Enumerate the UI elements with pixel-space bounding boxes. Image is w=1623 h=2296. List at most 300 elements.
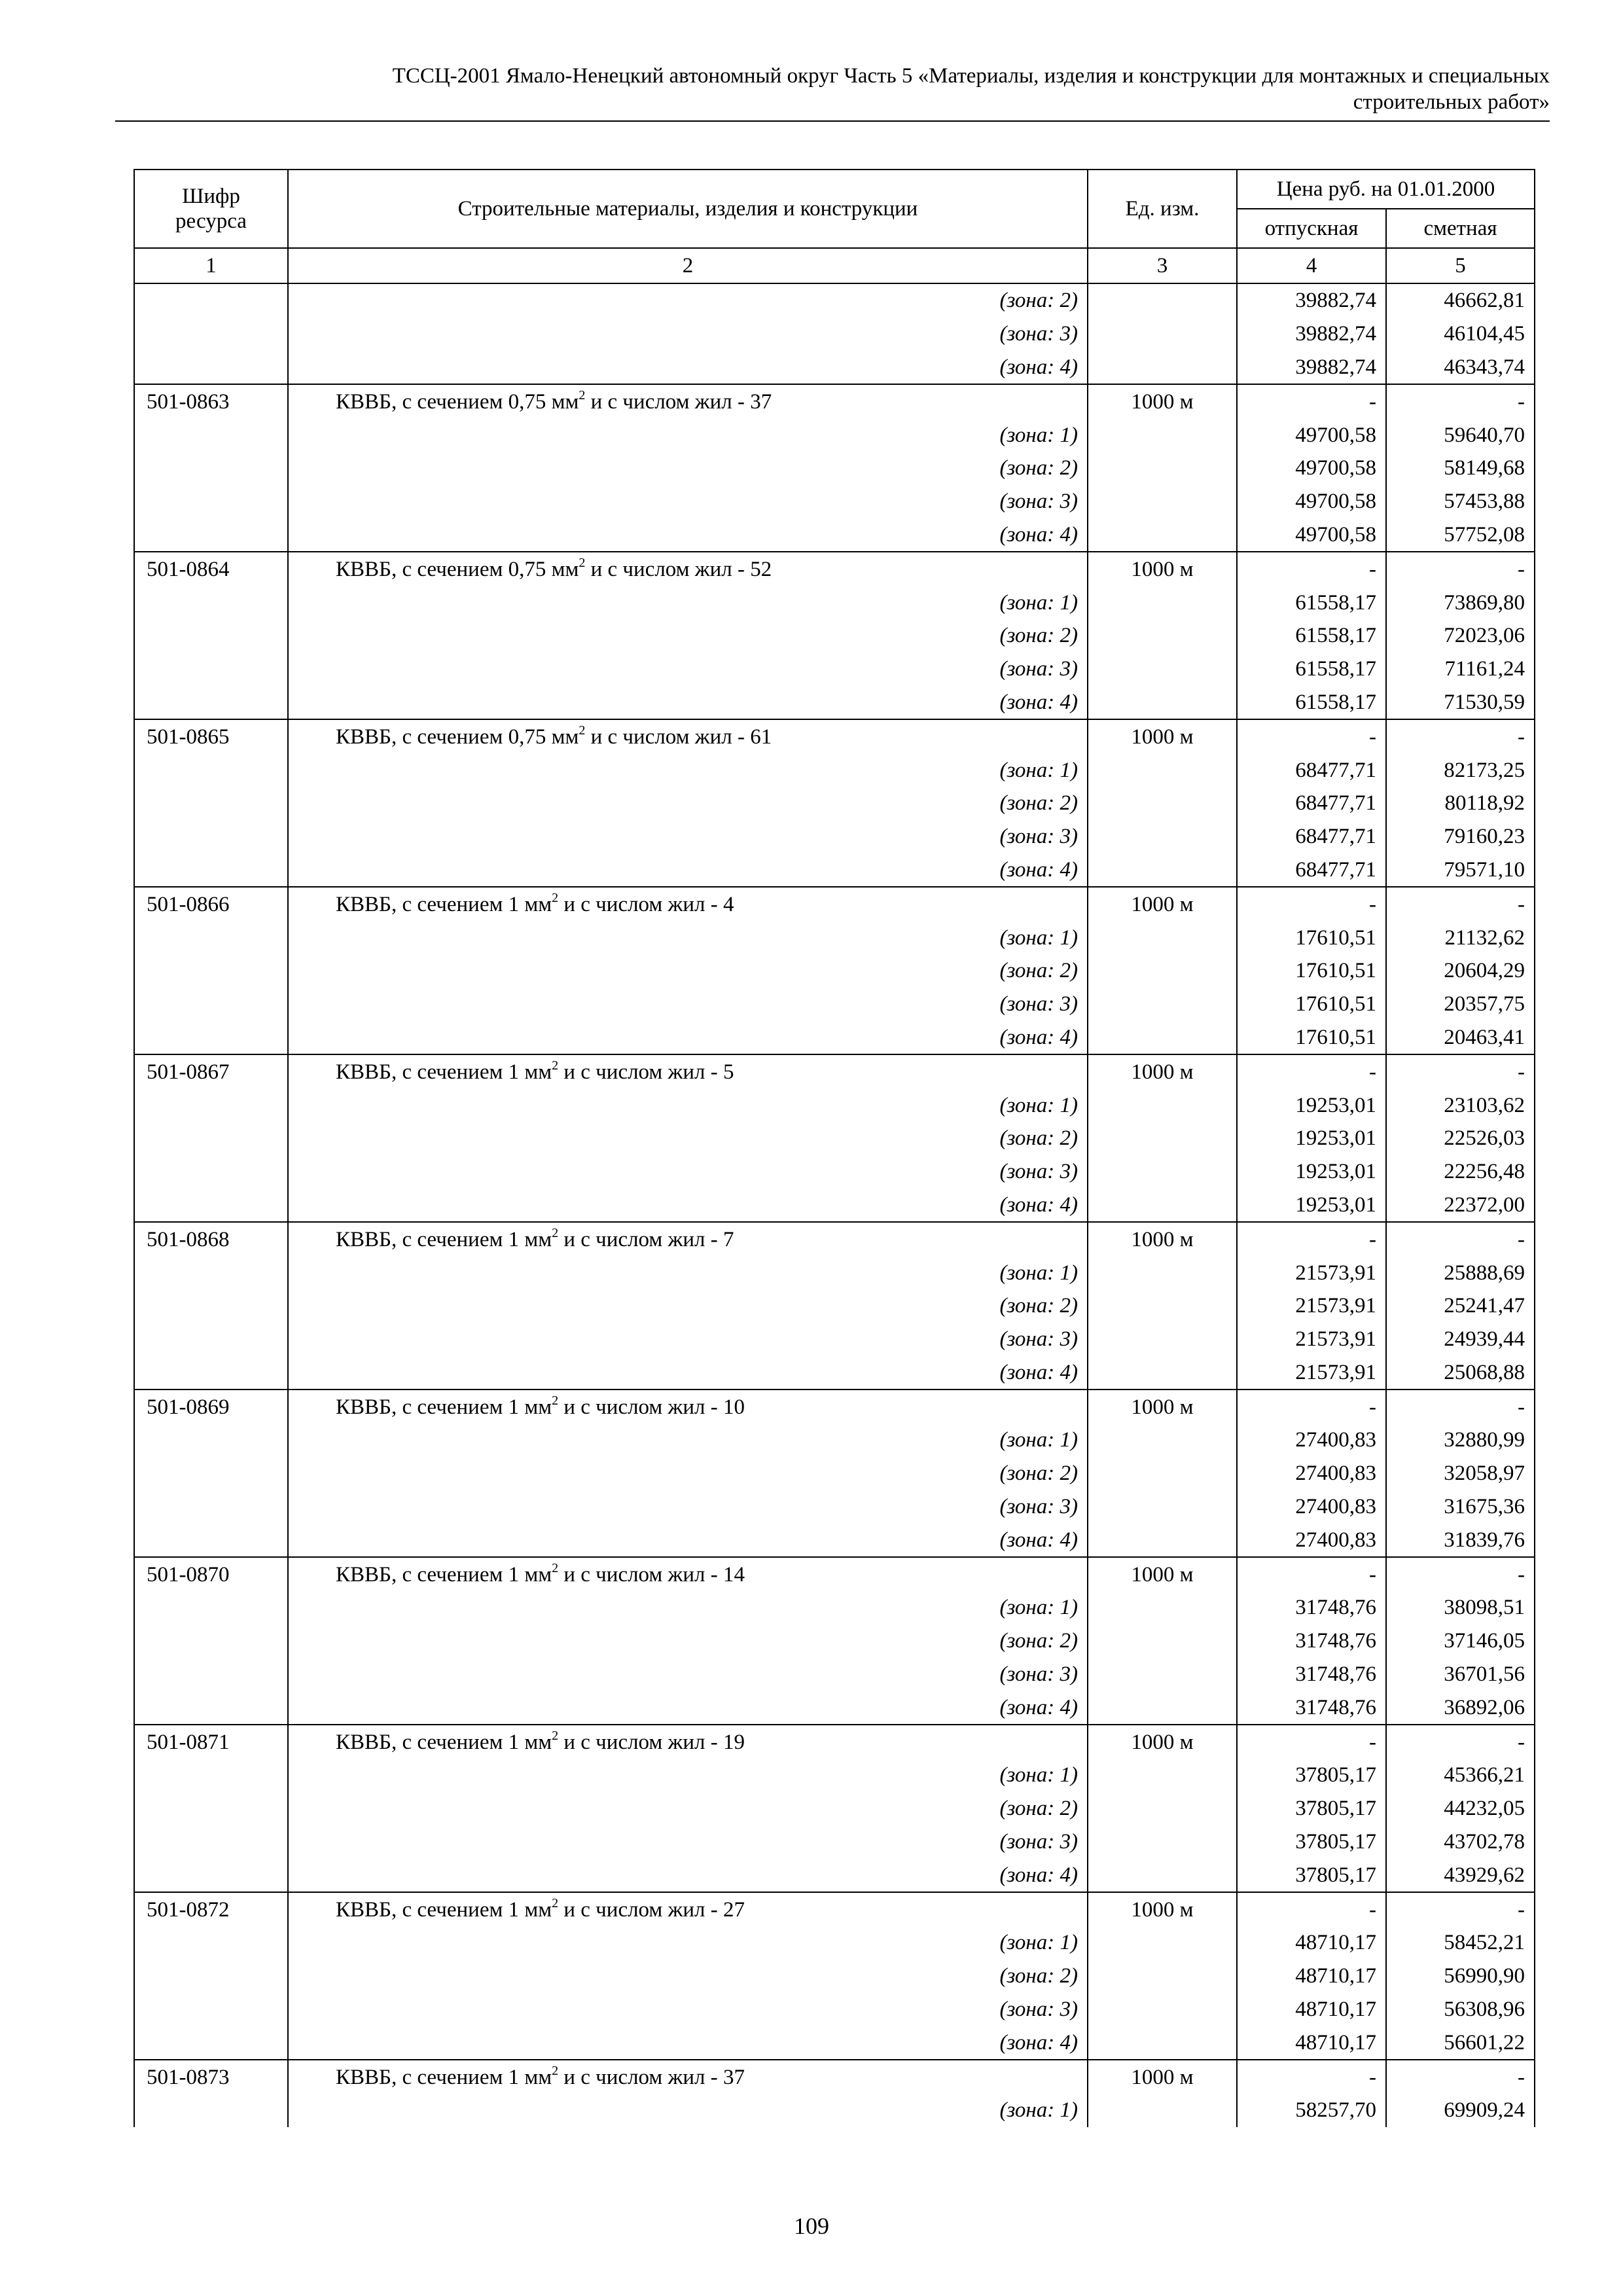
item-name-suffix: и с числом жил - 14 xyxy=(558,1562,745,1587)
estimate-price-cell: 71161,24 xyxy=(1386,653,1535,686)
estimate-price-cell: 38098,51 xyxy=(1386,1591,1535,1624)
unit-cell-empty xyxy=(1088,1691,1237,1725)
table-row xyxy=(134,1960,1535,1993)
release-price-cell: - xyxy=(1237,384,1386,418)
table-row xyxy=(134,1356,1535,1390)
code-cell-empty xyxy=(134,586,288,619)
estimate-price-cell: 22526,03 xyxy=(1386,1122,1535,1155)
unit-cell-empty xyxy=(1088,1523,1237,1557)
item-name-suffix: и с числом жил - 10 xyxy=(558,1395,745,1419)
estimate-price-cell: 37146,05 xyxy=(1386,1624,1535,1658)
item-name-prefix: КВВБ, с сечением 1 мм xyxy=(336,1060,552,1084)
estimate-price-cell: 46662,81 xyxy=(1386,283,1535,317)
table-row-item xyxy=(134,552,1535,586)
item-name-cell xyxy=(288,2060,1088,2094)
item-name-cell xyxy=(288,552,1088,586)
release-price-cell: - xyxy=(1237,1725,1386,1759)
zone-cell: (зона: 1) xyxy=(288,1926,1088,1960)
release-price-cell: 17610,51 xyxy=(1237,921,1386,954)
table-row xyxy=(134,1858,1535,1892)
code-cell-empty xyxy=(134,1926,288,1960)
release-price-cell: 39882,74 xyxy=(1237,351,1386,385)
release-price-cell: 19253,01 xyxy=(1237,1189,1386,1223)
table-row xyxy=(134,1457,1535,1490)
estimate-price-cell: 80118,92 xyxy=(1386,787,1535,820)
unit-cell-empty xyxy=(1088,586,1237,619)
estimate-price-cell: 25241,47 xyxy=(1386,1289,1535,1323)
code-cell-empty xyxy=(134,452,288,485)
unit-cell-empty xyxy=(1088,988,1237,1021)
estimate-price-cell: 79571,10 xyxy=(1386,853,1535,888)
code-cell-empty xyxy=(134,1792,288,1825)
unit-cell-empty xyxy=(1088,1189,1237,1223)
resource-code-cell: 501-0873 xyxy=(134,2060,288,2094)
unit-cell-empty xyxy=(1088,1088,1237,1122)
item-name-prefix: КВВБ, с сечением 1 мм xyxy=(336,1897,552,1922)
zone-cell: (зона: 4) xyxy=(288,1523,1088,1557)
zone-cell: (зона: 3) xyxy=(288,1658,1088,1691)
unit-cell-empty xyxy=(1088,1658,1237,1691)
unit-cell-empty xyxy=(1088,1960,1237,1993)
estimate-price-cell: 44232,05 xyxy=(1386,1792,1535,1825)
estimate-price-cell: 20463,41 xyxy=(1386,1021,1535,1055)
estimate-price-cell: 73869,80 xyxy=(1386,586,1535,619)
item-name-prefix: КВВБ, с сечением 1 мм xyxy=(336,1395,552,1419)
item-name-cell xyxy=(288,1557,1088,1591)
item-name-suffix: и с числом жил - 5 xyxy=(558,1060,734,1084)
estimate-price-cell: - xyxy=(1386,1725,1535,1759)
code-cell-empty xyxy=(134,2026,288,2060)
estimate-price-cell: 25888,69 xyxy=(1386,1256,1535,1289)
release-price-cell: 21573,91 xyxy=(1237,1323,1386,1356)
estimate-price-cell: 71530,59 xyxy=(1386,686,1535,720)
release-price-cell: - xyxy=(1237,1557,1386,1591)
zone-cell: (зона: 3) xyxy=(288,820,1088,853)
estimate-price-cell: 57752,08 xyxy=(1386,518,1535,552)
unit-cell-empty xyxy=(1088,820,1237,853)
zone-cell: (зона: 3) xyxy=(288,1323,1088,1356)
zone-cell: (зона: 1) xyxy=(288,586,1088,619)
unit-cell: 1000 м xyxy=(1088,1557,1237,1591)
release-price-cell: 27400,83 xyxy=(1237,1490,1386,1524)
estimate-price-cell: 22372,00 xyxy=(1386,1189,1535,1223)
unit-cell-empty xyxy=(1088,1021,1237,1055)
estimate-price-cell: - xyxy=(1386,1222,1535,1256)
square-superscript: 2 xyxy=(552,1895,559,1910)
code-cell-empty xyxy=(134,1658,288,1691)
estimate-price-cell: - xyxy=(1386,1892,1535,1926)
square-superscript: 2 xyxy=(579,387,586,403)
item-name-suffix: и с числом жил - 4 xyxy=(558,892,734,916)
release-price-cell: 39882,74 xyxy=(1237,317,1386,351)
estimate-price-cell: 43702,78 xyxy=(1386,1825,1535,1859)
table-row xyxy=(134,518,1535,552)
release-price-cell: 49700,58 xyxy=(1237,518,1386,552)
zone-cell: (зона: 4) xyxy=(288,1189,1088,1223)
code-cell-empty xyxy=(134,753,288,787)
square-superscript: 2 xyxy=(552,1728,559,1743)
estimate-price-cell: - xyxy=(1386,384,1535,418)
code-cell-empty xyxy=(134,1424,288,1457)
item-name-suffix: и с числом жил - 52 xyxy=(585,557,772,581)
estimate-price-cell: 45366,21 xyxy=(1386,1759,1535,1792)
zone-cell: (зона: 4) xyxy=(288,1691,1088,1725)
resource-code-cell: 501-0871 xyxy=(134,1725,288,1759)
zone-cell: (зона: 1) xyxy=(288,1759,1088,1792)
code-cell-empty xyxy=(134,317,288,351)
table-row xyxy=(134,1189,1535,1223)
zone-cell: (зона: 2) xyxy=(288,1122,1088,1155)
unit-cell: 1000 м xyxy=(1088,384,1237,418)
col-header-estimate: сметная xyxy=(1386,209,1535,248)
release-price-cell: 17610,51 xyxy=(1237,954,1386,988)
unit-cell-empty xyxy=(1088,1457,1237,1490)
release-price-cell: 49700,58 xyxy=(1237,485,1386,518)
zone-cell: (зона: 2) xyxy=(288,1289,1088,1323)
release-price-cell: 21573,91 xyxy=(1237,1356,1386,1390)
zone-cell: (зона: 3) xyxy=(288,1993,1088,2026)
item-name-prefix: КВВБ, с сечением 1 мм xyxy=(336,1227,552,1251)
table-row xyxy=(134,1591,1535,1624)
unit-cell: 1000 м xyxy=(1088,552,1237,586)
zone-cell: (зона: 2) xyxy=(288,1960,1088,1993)
col-number-2: 2 xyxy=(288,248,1088,283)
square-superscript: 2 xyxy=(579,723,586,738)
code-cell-empty xyxy=(134,1457,288,1490)
table-row xyxy=(134,921,1535,954)
unit-cell: 1000 м xyxy=(1088,719,1237,753)
release-price-cell: 48710,17 xyxy=(1237,1993,1386,2026)
estimate-price-cell: 69909,24 xyxy=(1386,2094,1535,2127)
code-cell-empty xyxy=(134,1323,288,1356)
estimate-price-cell: 32058,97 xyxy=(1386,1457,1535,1490)
estimate-price-cell: 58452,21 xyxy=(1386,1926,1535,1960)
resource-code-cell: 501-0867 xyxy=(134,1054,288,1088)
unit-cell: 1000 м xyxy=(1088,1054,1237,1088)
code-cell-empty xyxy=(134,1825,288,1859)
col-header-unit: Ед. изм. xyxy=(1088,170,1237,248)
col-header-code: Шифр ресурса xyxy=(134,170,288,248)
estimate-price-cell: 24939,44 xyxy=(1386,1323,1535,1356)
release-price-cell: 68477,71 xyxy=(1237,787,1386,820)
release-price-cell: 19253,01 xyxy=(1237,1088,1386,1122)
zone-cell: (зона: 2) xyxy=(288,452,1088,485)
zone-cell: (зона: 4) xyxy=(288,686,1088,720)
code-cell-empty xyxy=(134,921,288,954)
zone-cell: (зона: 2) xyxy=(288,954,1088,988)
table-row xyxy=(134,1155,1535,1189)
page-number: 109 xyxy=(794,2213,829,2239)
zone-cell: (зона: 1) xyxy=(288,418,1088,452)
item-name-cell xyxy=(288,1222,1088,1256)
code-cell-empty xyxy=(134,820,288,853)
unit-cell: 1000 м xyxy=(1088,1892,1237,1926)
table-row xyxy=(134,485,1535,518)
table-row xyxy=(134,283,1535,317)
resource-code-cell: 501-0865 xyxy=(134,719,288,753)
unit-cell-empty xyxy=(1088,1155,1237,1189)
table-row xyxy=(134,1323,1535,1356)
code-cell-empty xyxy=(134,1523,288,1557)
col-header-price: Цена руб. на 01.01.2000 xyxy=(1237,170,1535,209)
zone-cell: (зона: 1) xyxy=(288,1256,1088,1289)
code-cell-empty xyxy=(134,1088,288,1122)
unit-cell: 1000 м xyxy=(1088,1390,1237,1424)
code-cell-empty xyxy=(134,1289,288,1323)
code-cell-empty xyxy=(134,787,288,820)
release-price-cell: 19253,01 xyxy=(1237,1122,1386,1155)
release-price-cell: 17610,51 xyxy=(1237,988,1386,1021)
table-row xyxy=(134,954,1535,988)
release-price-cell: - xyxy=(1237,887,1386,921)
resource-code-cell: 501-0869 xyxy=(134,1390,288,1424)
release-price-cell: 61558,17 xyxy=(1237,619,1386,653)
table-row xyxy=(134,1523,1535,1557)
zone-cell: (зона: 1) xyxy=(288,1591,1088,1624)
table-row-item xyxy=(134,1390,1535,1424)
estimate-price-cell: 22256,48 xyxy=(1386,1155,1535,1189)
release-price-cell: 48710,17 xyxy=(1237,2026,1386,2060)
estimate-price-cell: 25068,88 xyxy=(1386,1356,1535,1390)
estimate-price-cell: 82173,25 xyxy=(1386,753,1535,787)
square-superscript: 2 xyxy=(552,1225,559,1240)
code-cell-empty xyxy=(134,1591,288,1624)
zone-cell: (зона: 3) xyxy=(288,485,1088,518)
release-price-cell: - xyxy=(1237,2060,1386,2094)
unit-cell-empty xyxy=(1088,1356,1237,1390)
release-price-cell: 48710,17 xyxy=(1237,1926,1386,1960)
code-cell-empty xyxy=(134,1021,288,1055)
code-cell-empty xyxy=(134,418,288,452)
item-name-suffix: и с числом жил - 37 xyxy=(585,389,772,414)
square-superscript: 2 xyxy=(552,1393,559,1408)
release-price-cell: 68477,71 xyxy=(1237,820,1386,853)
zone-cell: (зона: 1) xyxy=(288,1424,1088,1457)
table-row-item xyxy=(134,1054,1535,1088)
table-row xyxy=(134,1658,1535,1691)
table-row xyxy=(134,1624,1535,1658)
estimate-price-cell: 20604,29 xyxy=(1386,954,1535,988)
code-cell-empty xyxy=(134,1858,288,1892)
zone-cell: (зона: 2) xyxy=(288,1792,1088,1825)
code-cell-empty xyxy=(134,1256,288,1289)
unit-cell-empty xyxy=(1088,619,1237,653)
table-row xyxy=(134,1122,1535,1155)
item-name-prefix: КВВБ, с сечением 1 мм xyxy=(336,2065,552,2089)
table-row xyxy=(134,686,1535,720)
table-row xyxy=(134,2094,1535,2127)
estimate-price-cell: 46343,74 xyxy=(1386,351,1535,385)
release-price-cell: 17610,51 xyxy=(1237,1021,1386,1055)
unit-cell-empty xyxy=(1088,853,1237,888)
release-price-cell: 49700,58 xyxy=(1237,418,1386,452)
release-price-cell: 27400,83 xyxy=(1237,1457,1386,1490)
col-number-3: 3 xyxy=(1088,248,1237,283)
estimate-price-cell: 20357,75 xyxy=(1386,988,1535,1021)
item-name-suffix: и с числом жил - 37 xyxy=(558,2065,745,2089)
unit-cell-empty xyxy=(1088,418,1237,452)
estimate-price-cell: - xyxy=(1386,1557,1535,1591)
unit-cell-empty xyxy=(1088,753,1237,787)
estimate-price-cell: 32880,99 xyxy=(1386,1424,1535,1457)
table-row xyxy=(134,1088,1535,1122)
code-cell-empty xyxy=(134,1691,288,1725)
unit-cell: 1000 м xyxy=(1088,887,1237,921)
estimate-price-cell: 21132,62 xyxy=(1386,921,1535,954)
table-row xyxy=(134,2026,1535,2060)
unit-cell-empty xyxy=(1088,1792,1237,1825)
release-price-cell: - xyxy=(1237,1054,1386,1088)
unit-cell-empty xyxy=(1088,1825,1237,1859)
price-table-container xyxy=(134,169,1534,2127)
table-row xyxy=(134,1021,1535,1055)
table-row-item xyxy=(134,1892,1535,1926)
item-name-cell xyxy=(288,1390,1088,1424)
estimate-price-cell: 72023,06 xyxy=(1386,619,1535,653)
unit-cell-empty xyxy=(1088,954,1237,988)
resource-code-cell: 501-0872 xyxy=(134,1892,288,1926)
release-price-cell: 37805,17 xyxy=(1237,1759,1386,1792)
code-cell-empty xyxy=(134,1960,288,1993)
release-price-cell: - xyxy=(1237,719,1386,753)
zone-cell: (зона: 3) xyxy=(288,1155,1088,1189)
unit-cell-empty xyxy=(1088,2026,1237,2060)
table-row xyxy=(134,1825,1535,1859)
col-header-release: отпускная xyxy=(1237,209,1386,248)
item-name-prefix: КВВБ, с сечением 0,75 мм xyxy=(336,389,579,414)
release-price-cell: 27400,83 xyxy=(1237,1424,1386,1457)
item-name-suffix: и с числом жил - 7 xyxy=(558,1227,734,1251)
table-row xyxy=(134,1691,1535,1725)
code-cell-empty xyxy=(134,1624,288,1658)
zone-cell: (зона: 2) xyxy=(288,283,1088,317)
zone-cell: (зона: 4) xyxy=(288,351,1088,385)
table-row xyxy=(134,586,1535,619)
release-price-cell: 39882,74 xyxy=(1237,283,1386,317)
zone-cell: (зона: 4) xyxy=(288,853,1088,888)
item-name-cell xyxy=(288,1725,1088,1759)
code-cell-empty xyxy=(134,1155,288,1189)
estimate-price-cell: 59640,70 xyxy=(1386,418,1535,452)
resource-code-cell: 501-0863 xyxy=(134,384,288,418)
code-cell-empty xyxy=(134,1490,288,1524)
code-cell-empty xyxy=(134,1993,288,2026)
release-price-cell: 68477,71 xyxy=(1237,753,1386,787)
estimate-price-cell: 23103,62 xyxy=(1386,1088,1535,1122)
item-name-suffix: и с числом жил - 27 xyxy=(558,1897,745,1922)
table-row xyxy=(134,988,1535,1021)
item-name-prefix: КВВБ, с сечением 1 мм xyxy=(336,1730,552,1754)
item-name-cell xyxy=(288,719,1088,753)
item-name-prefix: КВВБ, с сечением 1 мм xyxy=(336,892,552,916)
estimate-price-cell: 56308,96 xyxy=(1386,1993,1535,2026)
table-row xyxy=(134,1490,1535,1524)
table-row xyxy=(134,653,1535,686)
table-row xyxy=(134,820,1535,853)
unit-cell: 1000 м xyxy=(1088,2060,1237,2094)
release-price-cell: 21573,91 xyxy=(1237,1289,1386,1323)
release-price-cell: 61558,17 xyxy=(1237,686,1386,720)
estimate-price-cell: 36701,56 xyxy=(1386,1658,1535,1691)
zone-cell: (зона: 1) xyxy=(288,921,1088,954)
zone-cell: (зона: 3) xyxy=(288,1825,1088,1859)
unit-cell-empty xyxy=(1088,686,1237,720)
table-row xyxy=(134,1792,1535,1825)
unit-cell-empty xyxy=(1088,787,1237,820)
header-rule xyxy=(115,120,1550,122)
zone-cell: (зона: 4) xyxy=(288,2026,1088,2060)
release-price-cell: 19253,01 xyxy=(1237,1155,1386,1189)
zone-cell: (зона: 4) xyxy=(288,1021,1088,1055)
table-row-item xyxy=(134,1557,1535,1591)
release-price-cell: 31748,76 xyxy=(1237,1658,1386,1691)
release-price-cell: - xyxy=(1237,1892,1386,1926)
code-cell-empty xyxy=(134,686,288,720)
resource-code-cell: 501-0870 xyxy=(134,1557,288,1591)
col-number-4: 4 xyxy=(1237,248,1386,283)
zone-cell: (зона: 2) xyxy=(288,1624,1088,1658)
zone-cell: (зона: 4) xyxy=(288,518,1088,552)
table-row xyxy=(134,619,1535,653)
page-header xyxy=(115,63,1550,115)
item-name-cell xyxy=(288,384,1088,418)
table-row xyxy=(134,753,1535,787)
square-superscript: 2 xyxy=(552,2063,559,2078)
estimate-price-cell: 58149,68 xyxy=(1386,452,1535,485)
estimate-price-cell: 79160,23 xyxy=(1386,820,1535,853)
item-name-prefix: КВВБ, с сечением 0,75 мм xyxy=(336,725,579,749)
unit-cell-empty xyxy=(1088,351,1237,385)
estimate-price-cell: - xyxy=(1386,887,1535,921)
unit-cell-empty xyxy=(1088,1926,1237,1960)
code-cell-empty xyxy=(134,1356,288,1390)
unit-cell-empty xyxy=(1088,485,1237,518)
zone-cell: (зона: 3) xyxy=(288,1490,1088,1524)
release-price-cell: 48710,17 xyxy=(1237,1960,1386,1993)
resource-code-cell: 501-0864 xyxy=(134,552,288,586)
code-cell-empty xyxy=(134,954,288,988)
item-name-cell xyxy=(288,1054,1088,1088)
estimate-price-cell: - xyxy=(1386,1054,1535,1088)
square-superscript: 2 xyxy=(552,1058,559,1073)
table-row xyxy=(134,853,1535,888)
item-name-prefix: КВВБ, с сечением 0,75 мм xyxy=(336,557,579,581)
table-row-item xyxy=(134,2060,1535,2094)
zone-cell: (зона: 3) xyxy=(288,317,1088,351)
unit-cell-empty xyxy=(1088,1323,1237,1356)
release-price-cell: 37805,17 xyxy=(1237,1825,1386,1859)
table-row xyxy=(134,452,1535,485)
code-cell-empty xyxy=(134,1189,288,1223)
unit-cell-empty xyxy=(1088,1591,1237,1624)
price-table xyxy=(134,169,1535,2127)
unit-cell-empty xyxy=(1088,1993,1237,2026)
estimate-price-cell: - xyxy=(1386,719,1535,753)
table-row-item xyxy=(134,1222,1535,1256)
zone-cell: (зона: 2) xyxy=(288,619,1088,653)
table-row-item xyxy=(134,384,1535,418)
table-row-item xyxy=(134,887,1535,921)
unit-cell-empty xyxy=(1088,1759,1237,1792)
code-cell-empty xyxy=(134,283,288,317)
unit-cell-empty xyxy=(1088,1624,1237,1658)
code-cell-empty xyxy=(134,853,288,888)
header-line-1: ТССЦ-2001 Ямало-Ненецкий автономный округ Часть 5 «Материалы, изделия и конструкции для монтажных и специальных xyxy=(392,64,1550,88)
col-number-5: 5 xyxy=(1386,248,1535,283)
release-price-cell: 61558,17 xyxy=(1237,586,1386,619)
item-name-cell xyxy=(288,1892,1088,1926)
header-line-2: строительных работ» xyxy=(1353,90,1550,114)
